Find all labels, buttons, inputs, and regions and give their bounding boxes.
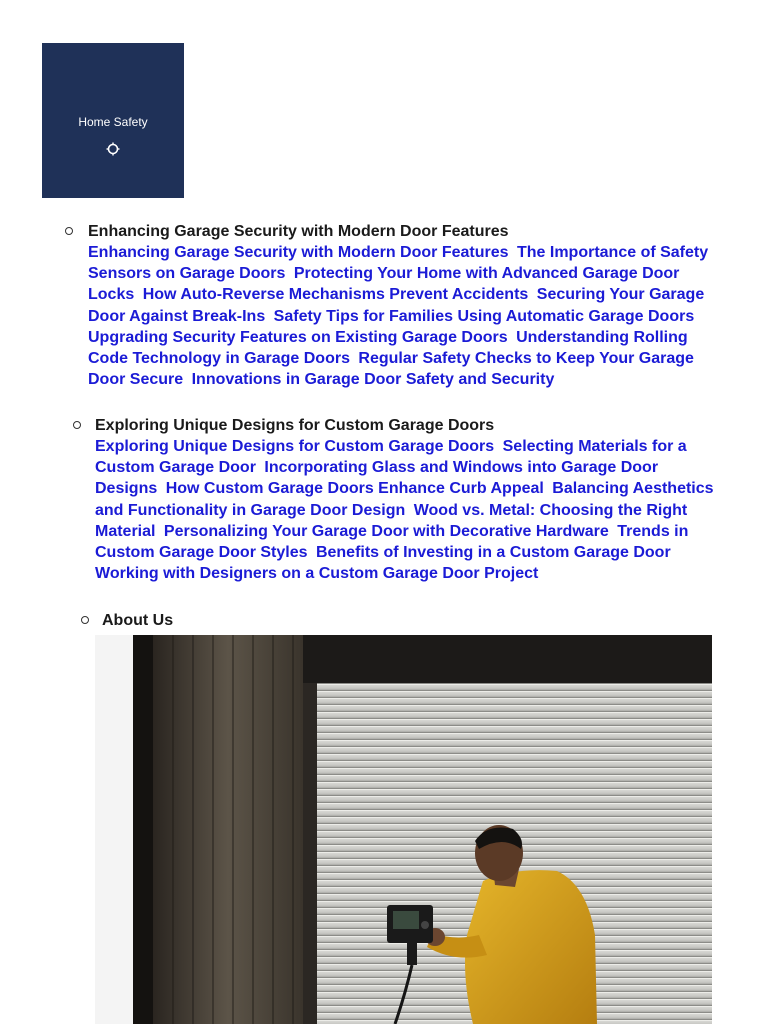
link-working-with-designers[interactable]: Working with Designers on a Custom Garage Door Project	[95, 565, 539, 583]
link-advanced-locks[interactable]: Protecting Your Home with Advanced Garage Door Locks	[88, 265, 680, 304]
link-selecting-materials[interactable]: Selecting Materials for a Custom Garage Door	[95, 438, 687, 477]
link-break-ins[interactable]: Securing Your Garage Door Against Break-Ins	[88, 286, 705, 325]
link-upgrading-security[interactable]: Upgrading Security Features on Existing Garage Doors	[88, 328, 508, 346]
link-aesthetics-functionality[interactable]: Balancing Aesthetics and Functionality in Garage Door Design	[95, 480, 714, 519]
link-wood-vs-metal[interactable]: Wood vs. Metal: Choosing the Right Material	[95, 501, 688, 540]
custom-designs-links	[95, 436, 725, 584]
security-section	[88, 221, 718, 390]
custom-designs-section	[95, 415, 725, 584]
about-us-heading[interactable]: About Us	[102, 612, 174, 629]
link-auto-reverse[interactable]: How Auto-Reverse Mechanisms Prevent Accidents	[142, 286, 529, 304]
link-glass-windows[interactable]: Incorporating Glass and Windows into Garage Door Designs	[95, 459, 659, 498]
link-rolling-code[interactable]: Understanding Rolling Code Technology in Garage Doors	[88, 328, 688, 368]
about-section	[102, 610, 402, 631]
link-regular-safety-checks[interactable]: Regular Safety Checks to Keep Your Garage Door Secure	[88, 350, 694, 389]
home-safety-title: Home Safety	[78, 115, 148, 129]
link-investing-benefits[interactable]: Benefits of Investing in a Custom Garage Door	[315, 544, 671, 562]
link-safety-innovations[interactable]: Innovations in Garage Door Safety and Security	[191, 371, 555, 389]
home-safety-tile[interactable]	[42, 43, 184, 198]
link-family-safety-tips[interactable]: Safety Tips for Families Using Automatic Garage Doors	[273, 307, 695, 325]
link-design-trends[interactable]: Trends in Custom Garage Door Styles	[95, 522, 689, 562]
link-safety-sensors[interactable]: The Importance of Safety Sensors on Garage Doors	[88, 244, 709, 283]
list-bullet	[65, 227, 73, 235]
target-icon	[106, 142, 120, 156]
list-bullet	[73, 421, 81, 429]
link-enhancing-garage-security[interactable]: Enhancing Garage Security with Modern Door Features	[88, 244, 509, 261]
security-links	[88, 242, 718, 390]
link-unique-designs[interactable]: Exploring Unique Designs for Custom Garage Doors	[95, 438, 495, 455]
section-heading: Enhancing Garage Security with Modern Door Features	[88, 223, 509, 240]
list-bullet	[81, 616, 89, 624]
link-curb-appeal[interactable]: How Custom Garage Doors Enhance Curb Appeal	[165, 480, 544, 498]
section-heading: Exploring Unique Designs for Custom Garage Doors	[95, 417, 495, 434]
link-decorative-hardware[interactable]: Personalizing Your Garage Door with Decorative Hardware	[163, 522, 609, 540]
technician-illustration	[95, 635, 712, 1024]
technician-photo	[95, 635, 712, 1024]
